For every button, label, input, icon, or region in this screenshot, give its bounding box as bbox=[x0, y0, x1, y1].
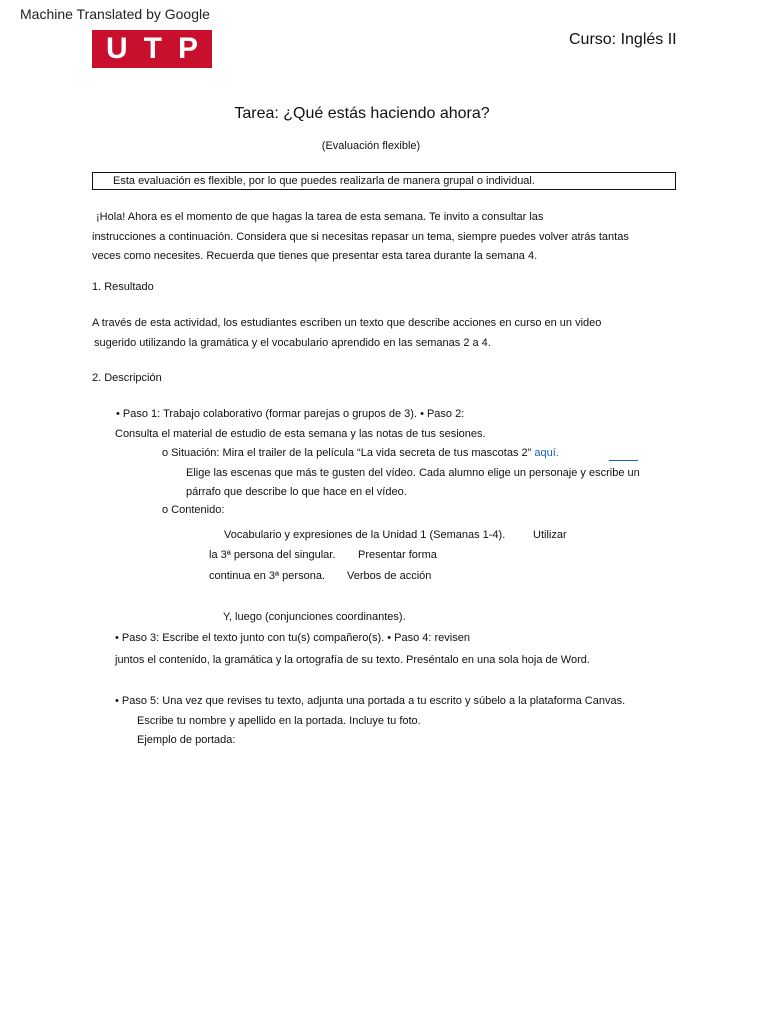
paso3-line: • Paso 3: Escribe el texto junto con tu(s) compañero(s). • Paso 4: revisen bbox=[115, 632, 470, 644]
situacion-line: párrafo que describe lo que hace en el vídeo. bbox=[186, 486, 407, 498]
resultado-line: A través de esta actividad, los estudiantes escriben un texto que describe acciones en curso en un video bbox=[92, 317, 602, 329]
intro-line: ¡Hola! Ahora es el momento de que hagas la tarea de esta semana. Te invito a consultar las bbox=[96, 211, 544, 223]
paso2-line: Consulta el material de estudio de esta semana y las notas de tus sesiones. bbox=[115, 428, 486, 440]
situacion-line: Elige las escenas que más te gusten del vídeo. Cada alumno elige un personaje y escribe un bbox=[186, 467, 640, 479]
intro-line: instrucciones a continuación. Considera que si necesitas repasar un tema, siempre puedes volver atrás tantas bbox=[92, 231, 629, 243]
contenido-line: Verbos de acción bbox=[347, 570, 432, 582]
logo-letter: U bbox=[105, 32, 128, 65]
logo-letter: P bbox=[177, 32, 198, 65]
link-underline bbox=[609, 460, 638, 461]
course-label: Curso: Inglés II bbox=[569, 31, 677, 48]
paso1-line: • Paso 1: Trabajo colaborativo (formar parejas o grupos de 3). • Paso 2: bbox=[116, 408, 465, 420]
contenido-line: Presentar forma bbox=[358, 549, 437, 561]
contenido-line: Y, luego (conjunciones coordinantes). bbox=[223, 611, 406, 623]
contenido-line: la 3ª persona del singular. bbox=[209, 549, 336, 561]
contenido-line: continua en 3ª persona. bbox=[209, 570, 325, 582]
notice-text: Esta evaluación es flexible, por lo que puedes realizarla de manera grupal o individual. bbox=[113, 175, 535, 187]
paso4-line: juntos el contenido, la gramática y la ortografía de su texto. Preséntalo en una sola hoja de Word. bbox=[115, 654, 590, 666]
page-subtitle: (Evaluación flexible) bbox=[321, 140, 421, 152]
page-title: Tarea: ¿Qué estás haciendo ahora? bbox=[234, 105, 490, 122]
logo-letter: T bbox=[143, 32, 162, 65]
section-heading-descripcion: 2. Descripción bbox=[92, 372, 162, 384]
notice-box bbox=[92, 172, 676, 190]
situacion-text: o Situación: Mira el trailer de la película “La vida secreta de tus mascotas 2” bbox=[162, 447, 532, 459]
resultado-line: sugerido utilizando la gramática y el vocabulario aprendido en las semanas 2 a 4. bbox=[94, 337, 491, 349]
paso5-line: • Paso 5: Una vez que revises tu texto, adjunta una portada a tu escrito y súbelo a la plataforma Canvas. bbox=[115, 695, 626, 707]
trailer-link[interactable]: aquí. bbox=[534, 447, 559, 459]
intro-line: veces como necesites. Recuerda que tienes que presentar esta tarea durante la semana 4. bbox=[92, 250, 538, 262]
section-heading-resultado: 1. Resultado bbox=[92, 281, 154, 293]
contenido-line: Utilizar bbox=[533, 529, 567, 541]
paso5-line: Escribe tu nombre y apellido en la portada. Incluye tu foto. bbox=[137, 715, 421, 727]
contenido-heading: o Contenido: bbox=[162, 504, 225, 516]
machine-translated-label: Machine Translated by Google bbox=[20, 6, 210, 22]
situacion-line bbox=[162, 447, 559, 459]
paso5-line: Ejemplo de portada: bbox=[137, 734, 236, 746]
utp-logo bbox=[92, 30, 212, 68]
contenido-line: Vocabulario y expresiones de la Unidad 1 (Semanas 1-4). bbox=[224, 529, 506, 541]
